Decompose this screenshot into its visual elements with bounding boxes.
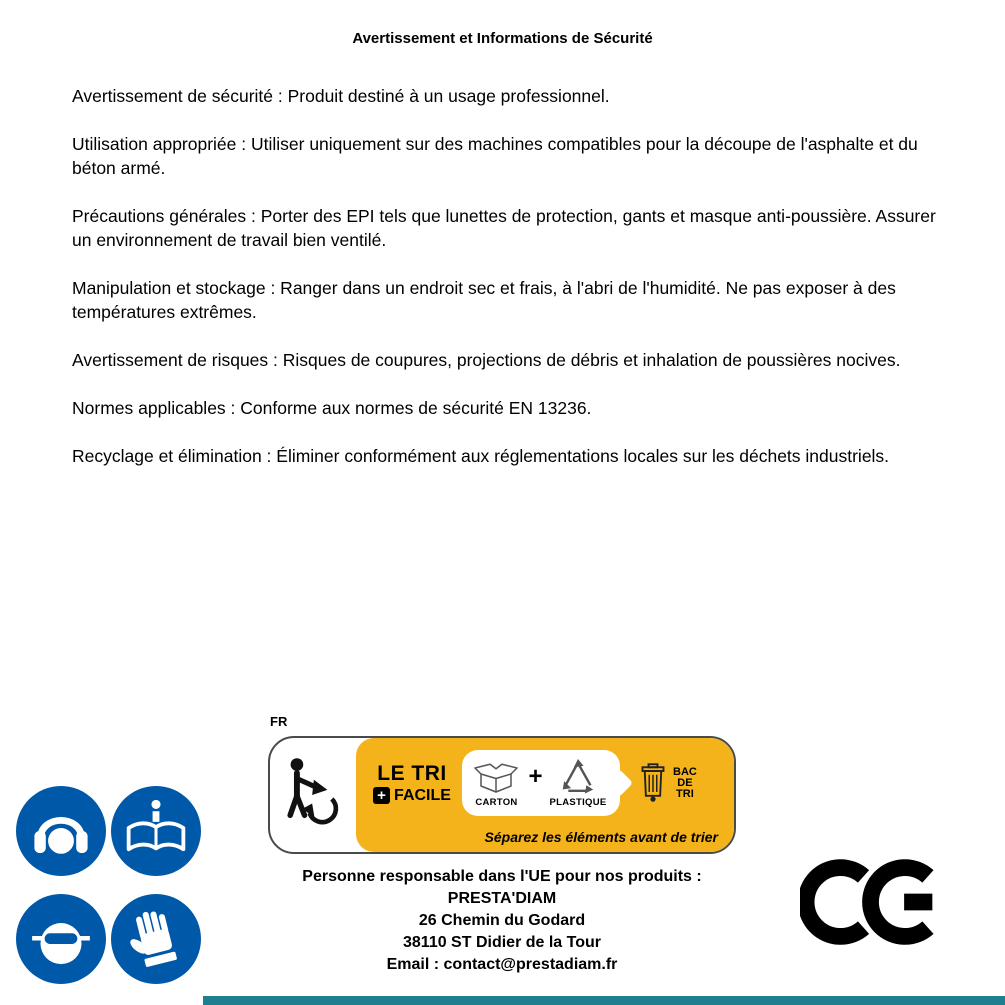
- address-line-2: 38110 ST Didier de la Tour: [403, 934, 601, 951]
- plastique-label: PLASTIQUE: [549, 796, 607, 808]
- safety-paragraph: Utilisation appropriée : Utiliser uniquement sur des machines compatibles pour la découpe de l'asphalte et du béton armé.: [72, 134, 918, 178]
- safety-paragraph: Normes applicables : Conforme aux normes de sécurité EN 13236.: [72, 398, 592, 418]
- safety-paragraphs: [72, 84, 950, 492]
- plus-box-icon: +: [373, 787, 390, 804]
- sorting-bin-icon: [638, 762, 668, 804]
- protective-gloves-icon: [111, 894, 201, 984]
- safety-paragraph: Manipulation et stockage : Ranger dans un endroit sec et frais, à l'abri de l'humidité. Ne pas exposer à des températures extrêmes.: [72, 278, 896, 322]
- responsible-intro: Personne responsable dans l'UE pour nos produits :: [302, 868, 702, 885]
- triman-cell: [270, 738, 356, 852]
- address-line-1: 26 Chemin du Godard: [418, 912, 586, 929]
- materials-box: [462, 750, 620, 816]
- company-name: PRESTA'DIAM: [447, 890, 557, 907]
- ce-marking-icon: [800, 852, 950, 952]
- materials-plus: +: [528, 763, 543, 790]
- ear-protection-icon: [16, 786, 106, 876]
- bac-de-tri: [638, 762, 697, 804]
- mandatory-safety-icons: [16, 786, 201, 984]
- tri-facile-region: [356, 738, 734, 852]
- eye-protection-icon: [16, 894, 106, 984]
- carton-label: CARTON: [475, 796, 518, 808]
- safety-paragraph: Avertissement de risques : Risques de coupures, projections de débris et inhalation de poussières nocives.: [72, 350, 901, 370]
- le-tri-text: LE TRI: [377, 761, 447, 785]
- footer-color-bar: [203, 996, 1005, 1005]
- page-title: Avertissement et Informations de Sécurité: [352, 30, 653, 47]
- responsible-person-block: [252, 866, 752, 976]
- carton-material: [471, 759, 521, 808]
- carton-icon: [471, 759, 521, 795]
- sorting-tagline: Séparez les éléments avant de trier: [484, 829, 718, 845]
- bac-de-tri-text: BAC DE TRI: [673, 765, 697, 800]
- email-line: Email : contact@prestadiam.fr: [386, 956, 618, 973]
- safety-paragraph: Précautions générales : Porter des EPI tels que lunettes de protection, gants et masque anti-poussière. Assurer un environnement de travail bien ventilé.: [72, 206, 936, 250]
- recycling-sorting-label: [268, 736, 736, 854]
- triman-icon: [280, 752, 346, 838]
- safety-paragraph: Recyclage et élimination : Éliminer conformément aux réglementations locales sur les déchets industriels.: [72, 446, 890, 466]
- facile-text: FACILE: [394, 786, 451, 804]
- plastique-recycling-icon: [557, 759, 599, 795]
- le-tri-facile-logo: [362, 762, 462, 805]
- plastique-material: [549, 759, 606, 808]
- triman-country-code: FR: [270, 714, 288, 729]
- tri-facile-row: [356, 738, 734, 824]
- read-manual-icon: [111, 786, 201, 876]
- safety-paragraph: Avertissement de sécurité : Produit destiné à un usage professionnel.: [72, 86, 610, 106]
